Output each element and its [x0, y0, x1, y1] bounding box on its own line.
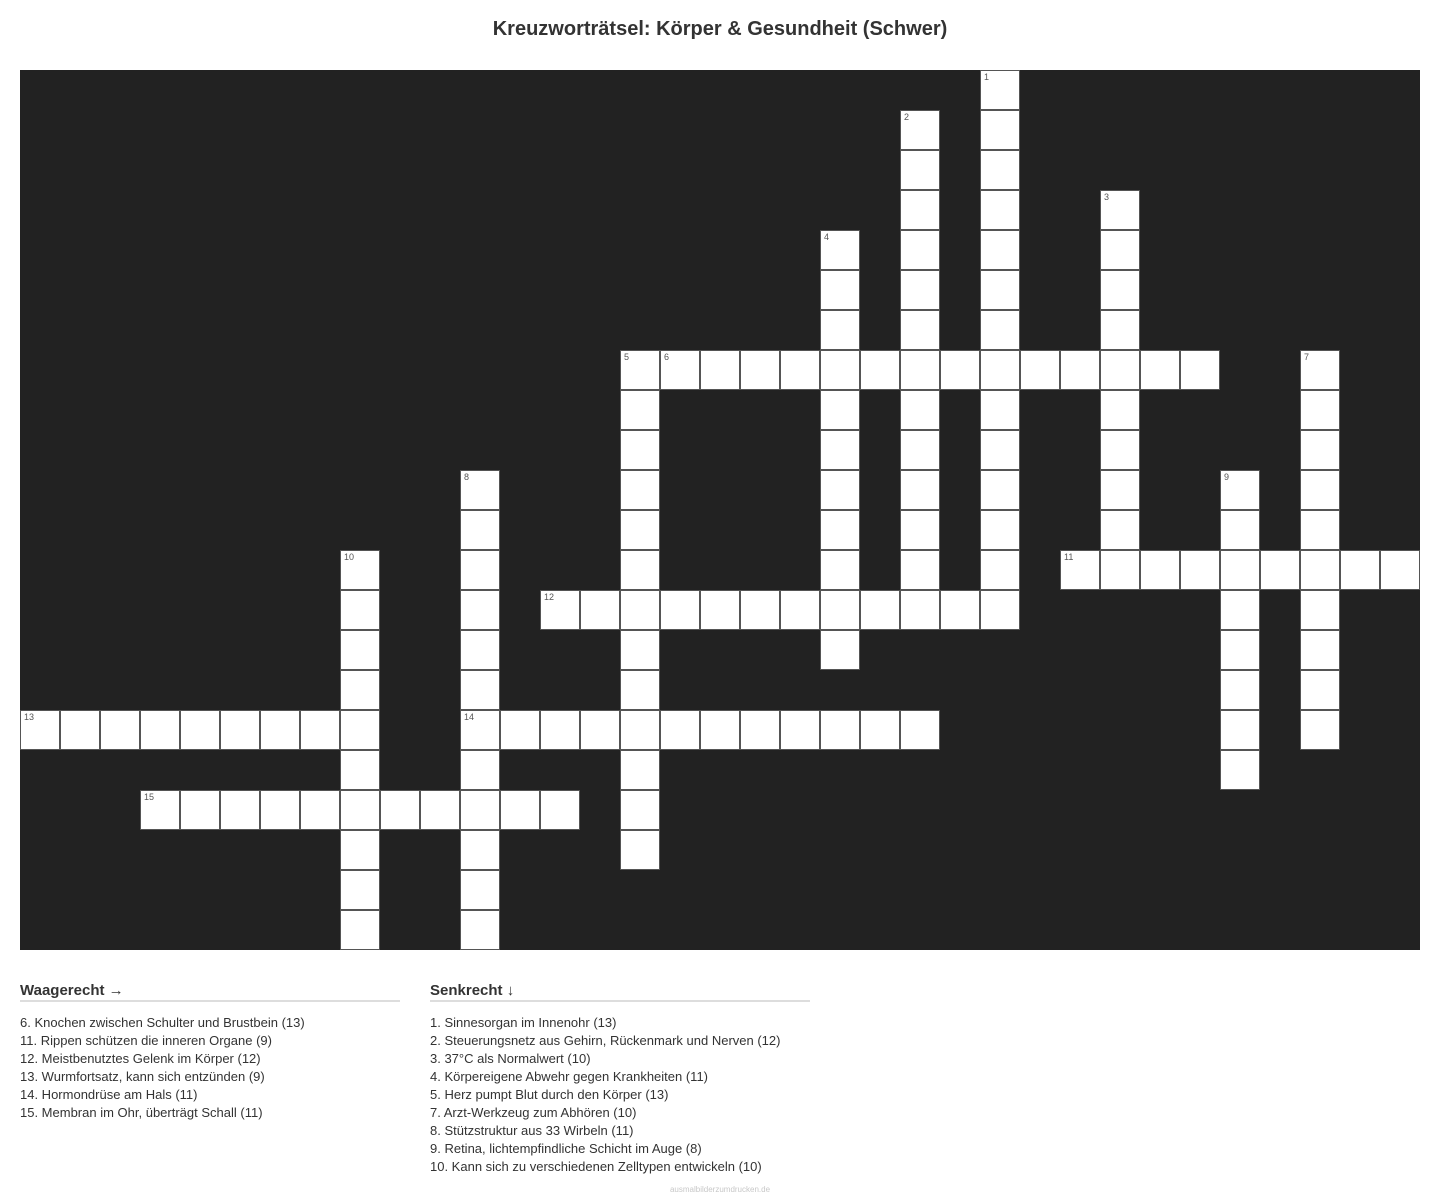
- grid-cell[interactable]: [980, 270, 1020, 310]
- grid-cell[interactable]: [420, 790, 460, 830]
- grid-cell[interactable]: [900, 310, 940, 350]
- grid-cell[interactable]: [820, 550, 860, 590]
- grid-cell[interactable]: [620, 750, 660, 790]
- clue-number: 2: [904, 112, 910, 122]
- across-clue-list: [20, 1014, 400, 1122]
- grid-cell[interactable]: [740, 350, 780, 390]
- grid-cell[interactable]: [620, 590, 660, 630]
- grid-cell[interactable]: [900, 710, 940, 750]
- grid-cell[interactable]: [620, 430, 660, 470]
- grid-cell[interactable]: [340, 550, 380, 590]
- grid-cell[interactable]: [460, 790, 500, 830]
- grid-cell[interactable]: [820, 510, 860, 550]
- grid-cell[interactable]: [620, 390, 660, 430]
- grid-cell[interactable]: [1100, 190, 1140, 230]
- clue-item: 8. Stützstruktur aus 33 Wirbeln (11): [430, 1123, 634, 1138]
- grid-cell[interactable]: [1100, 390, 1140, 430]
- grid-cell[interactable]: [220, 790, 260, 830]
- grid-cell[interactable]: [900, 430, 940, 470]
- grid-cell[interactable]: [1220, 710, 1260, 750]
- grid-cell[interactable]: [220, 710, 260, 750]
- grid-cell[interactable]: [380, 790, 420, 830]
- clue-number: 8: [464, 472, 470, 482]
- grid-cell[interactable]: [620, 510, 660, 550]
- grid-cell[interactable]: [1180, 350, 1220, 390]
- clue-number: 14: [464, 712, 475, 722]
- clue-number: 9: [1224, 472, 1230, 482]
- clue-number: 13: [24, 712, 35, 722]
- grid-cell[interactable]: [460, 550, 500, 590]
- grid-cell[interactable]: [1180, 550, 1220, 590]
- grid-cell[interactable]: [780, 350, 820, 390]
- grid-cell[interactable]: [1100, 270, 1140, 310]
- grid-cell[interactable]: [900, 230, 940, 270]
- grid-cell[interactable]: [860, 710, 900, 750]
- grid-cell[interactable]: [620, 350, 660, 390]
- grid-cell[interactable]: [20, 710, 60, 750]
- grid-cell[interactable]: [260, 790, 300, 830]
- clue-number: 6: [664, 352, 670, 362]
- down-clues-heading: Senkrecht ↓: [430, 982, 810, 1002]
- grid-cell[interactable]: [500, 790, 540, 830]
- grid-cell[interactable]: [1300, 470, 1340, 510]
- grid-cell[interactable]: [980, 390, 1020, 430]
- grid-cell[interactable]: [900, 270, 940, 310]
- grid-cell[interactable]: [340, 630, 380, 670]
- grid-cell[interactable]: [980, 550, 1020, 590]
- grid-cell[interactable]: [900, 470, 940, 510]
- grid-cell[interactable]: [60, 710, 100, 750]
- grid-cell[interactable]: [780, 710, 820, 750]
- grid-cell[interactable]: [460, 910, 500, 950]
- grid-cell[interactable]: [460, 670, 500, 710]
- grid-cell[interactable]: [1220, 590, 1260, 630]
- grid-cell[interactable]: [980, 70, 1020, 110]
- grid-cell[interactable]: [340, 870, 380, 910]
- grid-cell[interactable]: [1020, 350, 1060, 390]
- clue-item: 3. 37°C als Normalwert (10): [430, 1051, 591, 1066]
- across-clues-heading: Waagerecht →: [20, 982, 400, 1002]
- grid-cell[interactable]: [740, 590, 780, 630]
- grid-cell[interactable]: [620, 790, 660, 830]
- grid-cell[interactable]: [340, 750, 380, 790]
- grid-cell[interactable]: [620, 630, 660, 670]
- grid-cell[interactable]: [900, 390, 940, 430]
- grid-cell[interactable]: [460, 710, 500, 750]
- clue-number: 3: [1104, 192, 1110, 202]
- grid-cell[interactable]: [820, 710, 860, 750]
- clue-item: 10. Kann sich zu verschiedenen Zelltypen entwickeln (10): [430, 1159, 762, 1174]
- clue-item: 2. Steuerungsnetz aus Gehirn, Rückenmark und Nerven (12): [430, 1033, 781, 1048]
- clue-item: 11. Rippen schützen die inneren Organe (9): [20, 1033, 272, 1048]
- grid-cell[interactable]: [1380, 550, 1420, 590]
- grid-cell[interactable]: [1140, 350, 1180, 390]
- grid-cell[interactable]: [980, 470, 1020, 510]
- grid-cell[interactable]: [460, 470, 500, 510]
- grid-cell[interactable]: [1300, 710, 1340, 750]
- grid-cell[interactable]: [460, 750, 500, 790]
- grid-cell[interactable]: [460, 510, 500, 550]
- grid-cell[interactable]: [820, 270, 860, 310]
- grid-cell[interactable]: [980, 190, 1020, 230]
- grid-cell[interactable]: [1300, 390, 1340, 430]
- grid-cell[interactable]: [1220, 550, 1260, 590]
- grid-cell[interactable]: [1300, 350, 1340, 390]
- grid-cell[interactable]: [620, 670, 660, 710]
- grid-cell[interactable]: [1220, 510, 1260, 550]
- grid-cell[interactable]: [660, 350, 700, 390]
- grid-cell[interactable]: [820, 430, 860, 470]
- grid-cell[interactable]: [340, 910, 380, 950]
- grid-cell[interactable]: [900, 550, 940, 590]
- grid-cell[interactable]: [980, 590, 1020, 630]
- clue-item: 13. Wurmfortsatz, kann sich entzünden (9): [20, 1069, 265, 1084]
- grid-cell[interactable]: [1260, 550, 1300, 590]
- grid-cell[interactable]: [540, 590, 580, 630]
- grid-cell[interactable]: [780, 590, 820, 630]
- grid-cell[interactable]: [340, 790, 380, 830]
- down-clues-panel: [430, 982, 810, 1176]
- grid-cell[interactable]: [1100, 310, 1140, 350]
- grid-cell[interactable]: [740, 710, 780, 750]
- grid-cell[interactable]: [620, 710, 660, 750]
- clue-item: 4. Körpereigene Abwehr gegen Krankheiten (11): [430, 1069, 709, 1084]
- grid-cell[interactable]: [340, 710, 380, 750]
- grid-cell[interactable]: [980, 430, 1020, 470]
- grid-cell[interactable]: [900, 350, 940, 390]
- grid-cell[interactable]: [820, 350, 860, 390]
- grid-cell[interactable]: [140, 710, 180, 750]
- grid-cell[interactable]: [940, 350, 980, 390]
- clue-item: 12. Meistbenutztes Gelenk im Körper (12): [20, 1051, 261, 1066]
- grid-cell[interactable]: [700, 710, 740, 750]
- grid-cell[interactable]: [980, 510, 1020, 550]
- grid-cell[interactable]: [100, 710, 140, 750]
- grid-cell[interactable]: [180, 710, 220, 750]
- across-clues-panel: [20, 982, 400, 1122]
- clue-number: 11: [1064, 552, 1074, 562]
- grid-cell[interactable]: [620, 550, 660, 590]
- grid-cell[interactable]: [820, 590, 860, 630]
- grid-cell[interactable]: [460, 630, 500, 670]
- grid-cell[interactable]: [1300, 550, 1340, 590]
- clue-item: 6. Knochen zwischen Schulter und Brustbein (13): [20, 1015, 305, 1030]
- grid-cell[interactable]: [1300, 630, 1340, 670]
- grid-cell[interactable]: [1300, 590, 1340, 630]
- clue-number: 12: [544, 592, 555, 602]
- grid-cell[interactable]: [980, 150, 1020, 190]
- footer-watermark: ausmalbilderzumdrucken.de: [669, 1185, 771, 1194]
- grid-cell[interactable]: [580, 590, 620, 630]
- grid-cell[interactable]: [1220, 750, 1260, 790]
- grid-cell[interactable]: [900, 590, 940, 630]
- grid-cell[interactable]: [460, 590, 500, 630]
- grid-cell[interactable]: [820, 310, 860, 350]
- grid-cell[interactable]: [340, 590, 380, 630]
- grid-cell[interactable]: [1060, 550, 1100, 590]
- grid-cell[interactable]: [1340, 550, 1380, 590]
- clue-number: 1: [984, 72, 990, 82]
- grid-cell[interactable]: [900, 110, 940, 150]
- clue-item: 1. Sinnesorgan im Innenohr (13): [430, 1015, 617, 1030]
- clue-item: 9. Retina, lichtempfindliche Schicht im Auge (8): [430, 1141, 702, 1156]
- grid-cell[interactable]: [660, 710, 700, 750]
- grid-cell[interactable]: [700, 350, 740, 390]
- grid-cell[interactable]: [820, 230, 860, 270]
- grid-cell[interactable]: [1100, 430, 1140, 470]
- grid-cell[interactable]: [940, 590, 980, 630]
- grid-cell[interactable]: [340, 670, 380, 710]
- grid-cell[interactable]: [980, 230, 1020, 270]
- grid-cell[interactable]: [500, 710, 540, 750]
- grid-cell[interactable]: [540, 790, 580, 830]
- page-title: Kreuzworträtsel: Körper & Gesundheit (Schwer): [492, 18, 948, 40]
- grid-cell[interactable]: [180, 790, 220, 830]
- grid-cell[interactable]: [1300, 670, 1340, 710]
- grid-cell[interactable]: [1300, 510, 1340, 550]
- grid-cell[interactable]: [1100, 550, 1140, 590]
- crossword-grid: [20, 70, 1420, 950]
- grid-cell[interactable]: [900, 510, 940, 550]
- clue-number: 15: [144, 792, 155, 802]
- grid-cell[interactable]: [980, 350, 1020, 390]
- grid-cell[interactable]: [820, 470, 860, 510]
- grid-cell[interactable]: [620, 830, 660, 870]
- grid-cell[interactable]: [820, 630, 860, 670]
- clue-item: 7. Arzt-Werkzeug zum Abhören (10): [430, 1105, 637, 1120]
- grid-cell[interactable]: [980, 110, 1020, 150]
- grid-cell[interactable]: [860, 350, 900, 390]
- grid-cell[interactable]: [540, 710, 580, 750]
- grid-cell[interactable]: [1220, 630, 1260, 670]
- grid-cell[interactable]: [1140, 550, 1180, 590]
- grid-cell[interactable]: [460, 870, 500, 910]
- grid-cell[interactable]: [300, 790, 340, 830]
- clue-number: 7: [1304, 352, 1310, 362]
- grid-cell[interactable]: [1100, 470, 1140, 510]
- down-clue-list: [430, 1014, 810, 1176]
- grid-cell[interactable]: [580, 710, 620, 750]
- grid-cell[interactable]: [300, 710, 340, 750]
- grid-cell[interactable]: [460, 830, 500, 870]
- grid-cell[interactable]: [900, 190, 940, 230]
- clue-number: 5: [624, 352, 630, 362]
- grid-cell[interactable]: [700, 590, 740, 630]
- grid-cell[interactable]: [1100, 230, 1140, 270]
- grid-cell[interactable]: [1220, 470, 1260, 510]
- grid-cell[interactable]: [660, 590, 700, 630]
- grid-cell[interactable]: [260, 710, 300, 750]
- grid-cell[interactable]: [900, 150, 940, 190]
- clue-item: 14. Hormondrüse am Hals (11): [20, 1087, 198, 1102]
- grid-cell[interactable]: [620, 470, 660, 510]
- grid-cell[interactable]: [1100, 350, 1140, 390]
- grid-cell[interactable]: [860, 590, 900, 630]
- clue-number: 4: [824, 232, 830, 242]
- grid-cell[interactable]: [980, 310, 1020, 350]
- grid-cell[interactable]: [340, 830, 380, 870]
- grid-cell[interactable]: [1100, 510, 1140, 550]
- grid-cell[interactable]: [1300, 430, 1340, 470]
- clue-item: 5. Herz pumpt Blut durch den Körper (13): [430, 1087, 669, 1102]
- grid-cell[interactable]: [1220, 670, 1260, 710]
- grid-cell[interactable]: [1060, 350, 1100, 390]
- clue-item: 15. Membran im Ohr, überträgt Schall (11): [20, 1105, 263, 1120]
- grid-cell[interactable]: [140, 790, 180, 830]
- clue-number: 10: [344, 552, 355, 562]
- grid-cell[interactable]: [820, 390, 860, 430]
